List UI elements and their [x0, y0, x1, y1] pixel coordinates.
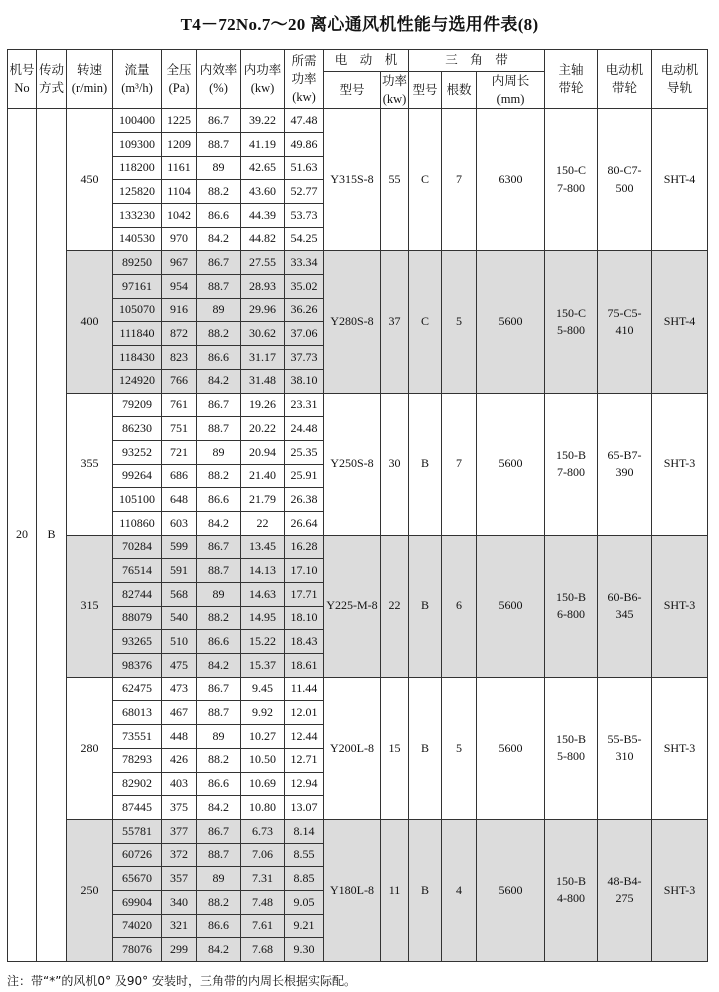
required-power-cell: 51.63 — [285, 156, 324, 180]
header-motor-group: 电 动 机 — [324, 50, 409, 72]
header-belt-model: 型号 — [409, 72, 442, 109]
spindle-pulley-cell: 150-C 7-800 — [545, 109, 598, 251]
flow-cell: 93252 — [113, 440, 162, 464]
page-title: T4－72No.7～20 离心通风机性能与选用件表(8) — [180, 15, 539, 34]
drive-cell: B — [37, 109, 67, 962]
motor-model-cell: Y180L-8 — [324, 819, 381, 961]
inner-power-cell: 21.40 — [241, 464, 285, 488]
required-power-cell: 26.38 — [285, 488, 324, 512]
motor-pulley-cell: 65-B7- 390 — [598, 393, 652, 535]
required-power-cell: 8.85 — [285, 867, 324, 891]
flow-cell: 86230 — [113, 417, 162, 441]
belt-length-cell: 6300 — [477, 109, 545, 251]
pressure-cell: 970 — [162, 227, 197, 251]
pressure-cell: 954 — [162, 275, 197, 299]
motor-pulley-cell: 48-B4- 275 — [598, 819, 652, 961]
belt-count-cell: 4 — [442, 819, 477, 961]
pressure-cell: 1042 — [162, 204, 197, 228]
motor-power-cell: 15 — [381, 677, 409, 819]
required-power-cell: 47.48 — [285, 109, 324, 133]
efficiency-cell: 89 — [197, 867, 241, 891]
pressure-cell: 916 — [162, 298, 197, 322]
header-spindle-pulley: 主轴 带轮 — [545, 50, 598, 109]
required-power-cell: 33.34 — [285, 251, 324, 275]
belt-model-cell: B — [409, 819, 442, 961]
pressure-cell: 872 — [162, 322, 197, 346]
motor-model-cell: Y280S-8 — [324, 251, 381, 393]
required-power-cell: 12.71 — [285, 748, 324, 772]
required-power-cell: 35.02 — [285, 275, 324, 299]
belt-count-cell: 7 — [442, 109, 477, 251]
flow-cell: 74020 — [113, 914, 162, 938]
belt-model-cell: B — [409, 535, 442, 677]
pressure-cell: 321 — [162, 914, 197, 938]
pressure-cell: 1104 — [162, 180, 197, 204]
flow-cell: 93265 — [113, 630, 162, 654]
belt-count-cell: 6 — [442, 535, 477, 677]
required-power-cell: 12.44 — [285, 725, 324, 749]
pressure-cell: 448 — [162, 725, 197, 749]
flow-cell: 65670 — [113, 867, 162, 891]
flow-cell: 111840 — [113, 322, 162, 346]
pressure-cell: 372 — [162, 843, 197, 867]
inner-power-cell: 41.19 — [241, 132, 285, 156]
inner-power-cell: 10.50 — [241, 748, 285, 772]
efficiency-cell: 86.6 — [197, 772, 241, 796]
header-belt-length: 内周长 (mm) — [477, 72, 545, 109]
inner-power-cell: 7.48 — [241, 890, 285, 914]
motor-power-cell: 30 — [381, 393, 409, 535]
belt-model-cell: B — [409, 393, 442, 535]
table-row — [8, 677, 708, 701]
flow-cell: 125820 — [113, 180, 162, 204]
belt-model-cell: B — [409, 677, 442, 819]
machine-no-cell: 20 — [8, 109, 37, 962]
flow-cell: 118200 — [113, 156, 162, 180]
table-header — [8, 50, 708, 109]
pressure-cell: 467 — [162, 701, 197, 725]
flow-cell: 124920 — [113, 369, 162, 393]
motor-model-cell: Y200L-8 — [324, 677, 381, 819]
efficiency-cell: 86.7 — [197, 535, 241, 559]
efficiency-cell: 86.6 — [197, 630, 241, 654]
inner-power-cell: 15.37 — [241, 654, 285, 678]
motor-rail-cell: SHT-3 — [652, 393, 708, 535]
pressure-cell: 721 — [162, 440, 197, 464]
flow-cell: 69904 — [113, 890, 162, 914]
flow-cell: 78076 — [113, 938, 162, 962]
efficiency-cell: 89 — [197, 298, 241, 322]
belt-length-cell: 5600 — [477, 677, 545, 819]
flow-cell: 87445 — [113, 796, 162, 820]
motor-pulley-cell: 60-B6- 345 — [598, 535, 652, 677]
pressure-cell: 377 — [162, 819, 197, 843]
required-power-cell: 25.91 — [285, 464, 324, 488]
belt-length-cell: 5600 — [477, 393, 545, 535]
motor-rail-cell: SHT-4 — [652, 109, 708, 251]
required-power-cell: 26.64 — [285, 511, 324, 535]
spindle-pulley-cell: 150-B 7-800 — [545, 393, 598, 535]
flow-cell: 68013 — [113, 701, 162, 725]
flow-cell: 97161 — [113, 275, 162, 299]
pressure-cell: 473 — [162, 677, 197, 701]
efficiency-cell: 86.6 — [197, 914, 241, 938]
efficiency-cell: 86.6 — [197, 346, 241, 370]
required-power-cell: 9.21 — [285, 914, 324, 938]
inner-power-cell: 44.39 — [241, 204, 285, 228]
table-row — [8, 251, 708, 275]
speed-cell: 280 — [67, 677, 113, 819]
required-power-cell: 18.61 — [285, 654, 324, 678]
motor-pulley-cell: 75-C5- 410 — [598, 251, 652, 393]
flow-cell: 62475 — [113, 677, 162, 701]
inner-power-cell: 13.45 — [241, 535, 285, 559]
efficiency-cell: 88.2 — [197, 464, 241, 488]
belt-length-cell: 5600 — [477, 251, 545, 393]
required-power-cell: 12.94 — [285, 772, 324, 796]
efficiency-cell: 84.2 — [197, 511, 241, 535]
motor-power-cell: 37 — [381, 251, 409, 393]
pressure-cell: 967 — [162, 251, 197, 275]
inner-power-cell: 10.80 — [241, 796, 285, 820]
efficiency-cell: 86.7 — [197, 819, 241, 843]
belt-count-cell: 5 — [442, 251, 477, 393]
motor-rail-cell: SHT-3 — [652, 535, 708, 677]
flow-cell: 73551 — [113, 725, 162, 749]
motor-pulley-cell: 80-C7- 500 — [598, 109, 652, 251]
flow-cell: 118430 — [113, 346, 162, 370]
inner-power-cell: 43.60 — [241, 180, 285, 204]
pressure-cell: 751 — [162, 417, 197, 441]
header-motor-model: 型号 — [324, 72, 381, 109]
flow-cell: 110860 — [113, 511, 162, 535]
efficiency-cell: 84.2 — [197, 227, 241, 251]
header-drive: 传动 方式 — [37, 50, 67, 109]
spindle-pulley-cell: 150-B 5-800 — [545, 677, 598, 819]
efficiency-cell: 86.7 — [197, 251, 241, 275]
flow-cell: 60726 — [113, 843, 162, 867]
table-row — [8, 819, 708, 843]
inner-power-cell: 14.13 — [241, 559, 285, 583]
table-row — [8, 535, 708, 559]
inner-power-cell: 20.94 — [241, 440, 285, 464]
efficiency-cell: 88.7 — [197, 132, 241, 156]
motor-rail-cell: SHT-3 — [652, 819, 708, 961]
required-power-cell: 25.35 — [285, 440, 324, 464]
inner-power-cell: 9.92 — [241, 701, 285, 725]
pressure-cell: 648 — [162, 488, 197, 512]
pressure-cell: 766 — [162, 369, 197, 393]
inner-power-cell: 31.48 — [241, 369, 285, 393]
header-motor-rail: 电动机 导轨 — [652, 50, 708, 109]
pressure-cell: 761 — [162, 393, 197, 417]
required-power-cell: 49.86 — [285, 132, 324, 156]
flow-cell: 82744 — [113, 583, 162, 607]
pressure-cell: 375 — [162, 796, 197, 820]
header-flow: 流量 (m³/h) — [113, 50, 162, 109]
belt-model-cell: C — [409, 109, 442, 251]
pressure-cell: 686 — [162, 464, 197, 488]
header-inner-power: 内功率 (kw) — [241, 50, 285, 109]
belt-count-cell: 7 — [442, 393, 477, 535]
inner-power-cell: 9.45 — [241, 677, 285, 701]
belt-model-cell: C — [409, 251, 442, 393]
pressure-cell: 426 — [162, 748, 197, 772]
flow-cell: 99264 — [113, 464, 162, 488]
motor-model-cell: Y225-M-8 — [324, 535, 381, 677]
inner-power-cell: 31.17 — [241, 346, 285, 370]
inner-power-cell: 14.95 — [241, 606, 285, 630]
pressure-cell: 1209 — [162, 132, 197, 156]
required-power-cell: 37.73 — [285, 346, 324, 370]
performance-table — [7, 49, 708, 962]
speed-cell: 250 — [67, 819, 113, 961]
efficiency-cell: 88.2 — [197, 606, 241, 630]
inner-power-cell: 10.69 — [241, 772, 285, 796]
efficiency-cell: 84.2 — [197, 654, 241, 678]
required-power-cell: 11.44 — [285, 677, 324, 701]
header-machine-no: 机号 No — [8, 50, 37, 109]
flow-cell: 133230 — [113, 204, 162, 228]
belt-length-cell: 5600 — [477, 819, 545, 961]
required-power-cell: 18.43 — [285, 630, 324, 654]
efficiency-cell: 89 — [197, 725, 241, 749]
inner-power-cell: 7.06 — [241, 843, 285, 867]
required-power-cell: 37.06 — [285, 322, 324, 346]
efficiency-cell: 88.7 — [197, 701, 241, 725]
required-power-cell: 9.05 — [285, 890, 324, 914]
inner-power-cell: 29.96 — [241, 298, 285, 322]
flow-cell: 89250 — [113, 251, 162, 275]
efficiency-cell: 88.2 — [197, 890, 241, 914]
inner-power-cell: 39.22 — [241, 109, 285, 133]
inner-power-cell: 7.61 — [241, 914, 285, 938]
motor-model-cell: Y315S-8 — [324, 109, 381, 251]
required-power-cell: 17.71 — [285, 583, 324, 607]
required-power-cell: 54.25 — [285, 227, 324, 251]
required-power-cell: 9.30 — [285, 938, 324, 962]
spindle-pulley-cell: 150-C 5-800 — [545, 251, 598, 393]
efficiency-cell: 88.7 — [197, 417, 241, 441]
motor-power-cell: 11 — [381, 819, 409, 961]
flow-cell: 55781 — [113, 819, 162, 843]
flow-cell: 109300 — [113, 132, 162, 156]
flow-cell: 70284 — [113, 535, 162, 559]
header-pressure: 全压 (Pa) — [162, 50, 197, 109]
header-motor-power: 功率 (kw) — [381, 72, 409, 109]
header-efficiency: 内效率 (%) — [197, 50, 241, 109]
table-row — [8, 109, 708, 133]
required-power-cell: 53.73 — [285, 204, 324, 228]
flow-cell: 88079 — [113, 606, 162, 630]
inner-power-cell: 22 — [241, 511, 285, 535]
flow-cell: 79209 — [113, 393, 162, 417]
flow-cell: 82902 — [113, 772, 162, 796]
efficiency-cell: 86.6 — [197, 488, 241, 512]
required-power-cell: 17.10 — [285, 559, 324, 583]
required-power-cell: 12.01 — [285, 701, 324, 725]
motor-model-cell: Y250S-8 — [324, 393, 381, 535]
required-power-cell: 36.26 — [285, 298, 324, 322]
pressure-cell: 340 — [162, 890, 197, 914]
pressure-cell: 568 — [162, 583, 197, 607]
flow-cell: 105100 — [113, 488, 162, 512]
pressure-cell: 540 — [162, 606, 197, 630]
inner-power-cell: 6.73 — [241, 819, 285, 843]
motor-rail-cell: SHT-3 — [652, 677, 708, 819]
required-power-cell: 8.55 — [285, 843, 324, 867]
motor-power-cell: 55 — [381, 109, 409, 251]
header-belt-count: 根数 — [442, 72, 477, 109]
required-power-cell: 18.10 — [285, 606, 324, 630]
pressure-cell: 357 — [162, 867, 197, 891]
speed-cell: 400 — [67, 251, 113, 393]
flow-cell: 140530 — [113, 227, 162, 251]
required-power-cell: 13.07 — [285, 796, 324, 820]
inner-power-cell: 15.22 — [241, 630, 285, 654]
pressure-cell: 823 — [162, 346, 197, 370]
inner-power-cell: 20.22 — [241, 417, 285, 441]
header-motor-pulley: 电动机 带轮 — [598, 50, 652, 109]
efficiency-cell: 86.7 — [197, 109, 241, 133]
flow-cell: 76514 — [113, 559, 162, 583]
speed-cell: 355 — [67, 393, 113, 535]
flow-cell: 105070 — [113, 298, 162, 322]
inner-power-cell: 7.68 — [241, 938, 285, 962]
inner-power-cell: 44.82 — [241, 227, 285, 251]
required-power-cell: 23.31 — [285, 393, 324, 417]
spindle-pulley-cell: 150-B 4-800 — [545, 819, 598, 961]
pressure-cell: 299 — [162, 938, 197, 962]
motor-rail-cell: SHT-4 — [652, 251, 708, 393]
efficiency-cell: 89 — [197, 156, 241, 180]
inner-power-cell: 10.27 — [241, 725, 285, 749]
efficiency-cell: 88.7 — [197, 559, 241, 583]
flow-cell: 98376 — [113, 654, 162, 678]
required-power-cell: 38.10 — [285, 369, 324, 393]
pressure-cell: 599 — [162, 535, 197, 559]
motor-power-cell: 22 — [381, 535, 409, 677]
pressure-cell: 591 — [162, 559, 197, 583]
belt-length-cell: 5600 — [477, 535, 545, 677]
footnote: 注：带“*”的风机0° 及90° 安装时，三角带的内周长根据实际配。 — [7, 974, 356, 988]
pressure-cell: 1161 — [162, 156, 197, 180]
efficiency-cell: 86.7 — [197, 393, 241, 417]
inner-power-cell: 28.93 — [241, 275, 285, 299]
efficiency-cell: 89 — [197, 440, 241, 464]
efficiency-cell: 88.7 — [197, 275, 241, 299]
required-power-cell: 16.28 — [285, 535, 324, 559]
pressure-cell: 510 — [162, 630, 197, 654]
pressure-cell: 475 — [162, 654, 197, 678]
inner-power-cell: 7.31 — [241, 867, 285, 891]
efficiency-cell: 88.2 — [197, 748, 241, 772]
speed-cell: 315 — [67, 535, 113, 677]
inner-power-cell: 27.55 — [241, 251, 285, 275]
pressure-cell: 403 — [162, 772, 197, 796]
header-speed: 转速 (r/min) — [67, 50, 113, 109]
belt-count-cell: 5 — [442, 677, 477, 819]
efficiency-cell: 84.2 — [197, 938, 241, 962]
table-row — [8, 393, 708, 417]
pressure-cell: 603 — [162, 511, 197, 535]
required-power-cell: 24.48 — [285, 417, 324, 441]
flow-cell: 78293 — [113, 748, 162, 772]
efficiency-cell: 84.2 — [197, 369, 241, 393]
inner-power-cell: 14.63 — [241, 583, 285, 607]
efficiency-cell: 86.7 — [197, 677, 241, 701]
required-power-cell: 52.77 — [285, 180, 324, 204]
efficiency-cell: 88.2 — [197, 180, 241, 204]
inner-power-cell: 30.62 — [241, 322, 285, 346]
inner-power-cell: 42.65 — [241, 156, 285, 180]
table-body — [8, 109, 708, 962]
pressure-cell: 1225 — [162, 109, 197, 133]
efficiency-cell: 88.7 — [197, 843, 241, 867]
efficiency-cell: 86.6 — [197, 204, 241, 228]
spindle-pulley-cell: 150-B 6-800 — [545, 535, 598, 677]
speed-cell: 450 — [67, 109, 113, 251]
inner-power-cell: 19.26 — [241, 393, 285, 417]
efficiency-cell: 84.2 — [197, 796, 241, 820]
flow-cell: 100400 — [113, 109, 162, 133]
motor-pulley-cell: 55-B5- 310 — [598, 677, 652, 819]
efficiency-cell: 89 — [197, 583, 241, 607]
required-power-cell: 8.14 — [285, 819, 324, 843]
header-required-power: 所需 功率 (kw) — [285, 50, 324, 109]
header-belt-group: 三 角 带 — [409, 50, 545, 72]
efficiency-cell: 88.2 — [197, 322, 241, 346]
inner-power-cell: 21.79 — [241, 488, 285, 512]
